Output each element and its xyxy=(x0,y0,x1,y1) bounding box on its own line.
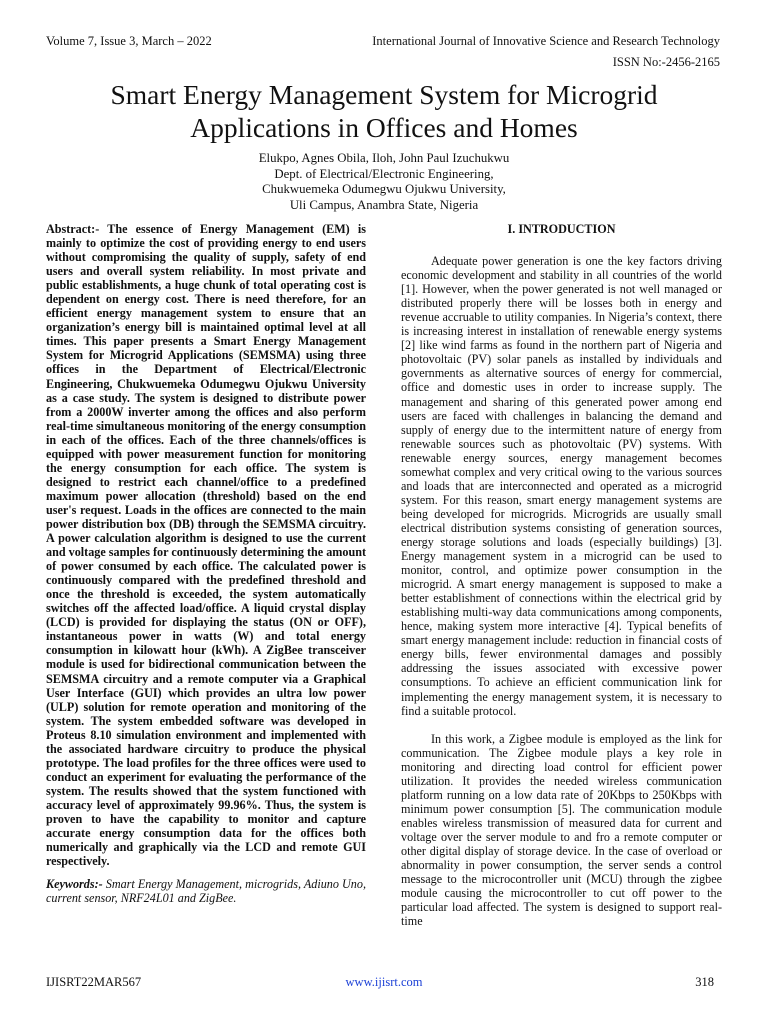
intro-paragraph-1: Adequate power generation is one the key factors driving economic development and stability in all countries of the world [1]. However, when the power generated is not well managed or distributed properly there will be losses both in energy and revenue accruable to utility companies. In Nigeria’s context, there is increasing interest in installation of renewable energy systems [2] like wind farms as found in the northern part of Nigeria and photovoltaic (PV) solar panels as installed by individuals and governments as alternative sources of energy for commercial, office and domestic uses in order to increase supply. The management and sharing of this generated power among end users are faced with challenges in balancing the demand and supply of energy due to the intermittent nature of energy from renewable sources such as photovoltaic (PV) systems. With renewable energy sources, energy management becomes somewhat complex and very critical owing to the various sources and loads that are interconnected and operated as a microgrid system. For this reason, smart energy management systems are being developed for microgrids. Microgrids are usually small electrical distribution systems consisting of generation sources, energy storage solutions and loads (especially buildings) [3]. Energy management system in a microgrid can be used to monitor, control, and optimize power consumption in the microgrid. A smart energy management is supposed to make a better establishment of connections within the electrical grid by establishing multi-way data communications among components, hence, making system more interactive [4]. Typical benefits of smart energy management include: reduction in financial costs of energy bills, fewer environmental damages and possibly addressing the issues associated with excessive power consumptions. To achieve an efficient communication link for implementing the energy management system, it is necessary to find a suitable protocol. xyxy=(401,254,722,718)
issn: ISSN No:-2456-2165 xyxy=(612,55,720,69)
author-university: Chukwuemeka Odumegwu Ojukwu University, xyxy=(262,182,506,196)
volume-issue: Volume 7, Issue 3, March – 2022 xyxy=(46,34,212,48)
section-heading: I. INTRODUCTION xyxy=(507,222,616,236)
intro-paragraph-2: In this work, a Zigbee module is employed as the link for communication. The Zigbee module plays a key role in monitoring and directing load control for efficient power utilization. It provides the needed wireless communication platform running on a low data rate of 20Kbps to 250Kbps with minimum power consumption [5]. The communication module enables wireless transmission of measured data for current and voltage over the server module to and fro a remote computer or other digital display of storage device. In the case of overload or abnormality in power consumption, the server sends a control message to the microcontroller unit (MCU) through the zigbee module causing the microcontroller to cut off power to the particular load affected. The system is designed to support real-time xyxy=(401,731,722,929)
journal-url-link[interactable]: www.ijisrt.com xyxy=(345,975,423,989)
author-block xyxy=(0,151,768,213)
author-campus: Uli Campus, Anambra State, Nigeria xyxy=(289,197,479,212)
journal-name: International Journal of Innovative Science and Research Technology xyxy=(372,34,720,48)
paper-title: Smart Energy Management System for Microgrid Applications in Offices and Homes xyxy=(110,79,658,143)
keywords-label: Keywords:- xyxy=(46,877,103,892)
keywords-text: Smart Energy Management, microgrids, Adiuno Uno, current sensor, NRF24L01 and ZigBee. xyxy=(46,877,366,906)
right-column xyxy=(401,222,722,928)
paper-code: IJISRT22MAR567 xyxy=(46,975,142,989)
abstract: Abstract:- The essence of Energy Management (EM) is mainly to optimize the cost of providing energy to end users without compromising the quality of supply, safety of end users and overall system reliability. In most private and public establishments, a huge chunk of total operating cost is dependent on energy cost. There is need therefore, for an efficient energy management system to ensure that an organization’s energy bill is maintained optimal level at all times. This paper presents a Smart Energy Management System for Microgrid Applications (SEMSMA) using three offices in the Department of Electrical/Electronic Engineering, Chukwuemeka Odumegwu Ojukwu University as a case study. The system is designed to distribute power from a 2000W inverter among the offices and also perform real-time simultaneous monitoring of the energy consumption in each of the offices. Each of the three channels/offices is equipped with power measurement function for monitoring the energy consumption for each office. The system is designed to restrict each channel/office to a predefined maximum power allocation (threshold) based on the end user's request. Loads in the offices are connected to the main power distribution box (DB) through the SEMSMA circuitry. A power calculation algorithm is designed to use the current and voltage samples for continuously determining the amount of power consumed by each office. The calculated power is continuously compared with the predefined threshold and once the threshold is exceeded, the system automatically switches off the affected load/office. A liquid crystal display (LCD) is provided for displaying the status (ON or OFF), instantaneous power in watts (W) and total energy consumption in kilowatt hour (kWh). A ZigBee transceiver module is used for bidirectional communication between the SEMSMA circuitry and a remote computer via a Graphical User Interface (GUI) which provides an ultra low power (ULP) solution for remote operation and monitoring of the system. The system embedded software was developed in Proteus 8.10 simulation environment and implemented with the associated hardware circuitry to produce the physical prototype. The load profiles for the three offices were used to conduct an experiment for evaluating the performance of the system. The results showed that the system functioned with accuracy level of approximately 99.96%. Thus, the system is proven to have the capability to monitor and capture accurate energy consumption data for the offices both numerically and graphically via the LCD and remote GUI respectively. xyxy=(46,222,366,869)
page-number: 318 xyxy=(695,975,714,989)
author-department: Dept. of Electrical/Electronic Engineering, xyxy=(274,166,494,181)
keywords xyxy=(46,877,366,905)
author-names: Elukpo, Agnes Obila, Iloh, John Paul Izuchukwu xyxy=(258,151,510,165)
left-column xyxy=(46,222,366,905)
